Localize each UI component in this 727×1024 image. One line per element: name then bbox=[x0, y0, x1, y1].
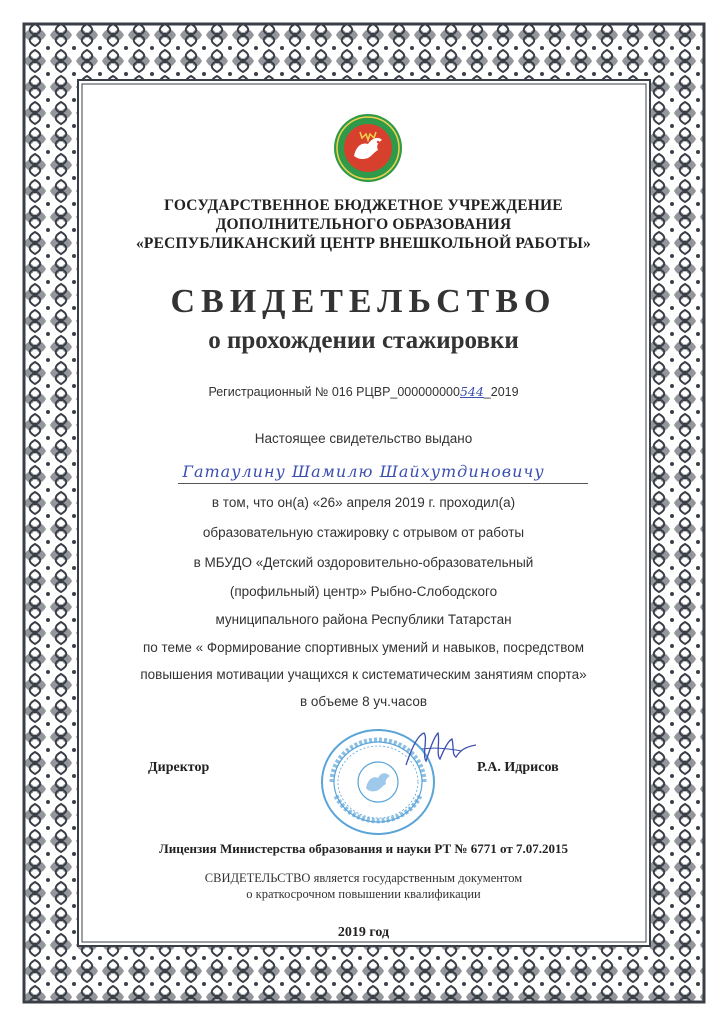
certificate-subtitle: о прохождении стажировки bbox=[208, 327, 519, 354]
director-signature bbox=[402, 727, 480, 771]
registration-suffix: _2019 bbox=[483, 385, 519, 399]
organization-line-2: ДОПОЛНИТЕЛЬНОГО ОБРАЗОВАНИЯ bbox=[215, 216, 512, 233]
body-line-5: муниципального района Республики Татарстан bbox=[215, 612, 512, 627]
registration-handwritten-number: 544 bbox=[459, 384, 484, 399]
body-line-8: в объеме 8 уч.часов bbox=[299, 694, 428, 709]
certificate-title: СВИДЕТЕЛЬСТВО bbox=[170, 283, 557, 320]
license-line: Лицензия Министерства образования и науки РТ № 6771 от 7.07.2015 bbox=[159, 841, 568, 856]
director-label: Директор bbox=[148, 760, 210, 775]
certificate-year: 2019 год bbox=[337, 925, 390, 940]
note-line-2: о краткосрочном повышении квалификации bbox=[246, 887, 481, 901]
body-line-7: повышения мотивации учащихся к систематическим занятиям спорта» bbox=[140, 667, 587, 682]
body-line-4: (профильный) центр» Рыбно-Слободского bbox=[229, 584, 498, 599]
issued-to-label: Настоящее свидетельство выдано bbox=[254, 431, 473, 446]
organization-line-1: ГОСУДАРСТВЕННОЕ БЮДЖЕТНОЕ УЧРЕЖДЕНИЕ bbox=[164, 197, 563, 214]
registration-number bbox=[0, 384, 727, 399]
tatarstan-emblem-icon bbox=[332, 112, 404, 184]
recipient-name-handwritten: Гатаулину Шамилю Шайхутдиновичу bbox=[182, 462, 545, 481]
registration-prefix: Регистрационный № 016 РЦВР_000000000 bbox=[208, 385, 460, 399]
body-line-6: по теме « Формирование спортивных умений и навыков, посредством bbox=[142, 640, 585, 655]
body-line-1: в том, что он(а) «26» апреля 2019 г. проходил(а) bbox=[211, 495, 516, 510]
organization-line-3: «РЕСПУБЛИКАНСКИЙ ЦЕНТР ВНЕШКОЛЬНОЙ РАБОТЫ» bbox=[135, 235, 591, 252]
body-line-2: образовательную стажировку с отрывом от работы bbox=[202, 525, 525, 540]
body-line-3: в МБУДО «Детский оздоровительно-образовательный bbox=[193, 555, 534, 570]
director-name: Р.А. Идрисов bbox=[477, 760, 559, 775]
note-line-1: СВИДЕТЕЛЬСТВО является государственным документом bbox=[204, 871, 523, 885]
recipient-underline bbox=[178, 483, 588, 484]
